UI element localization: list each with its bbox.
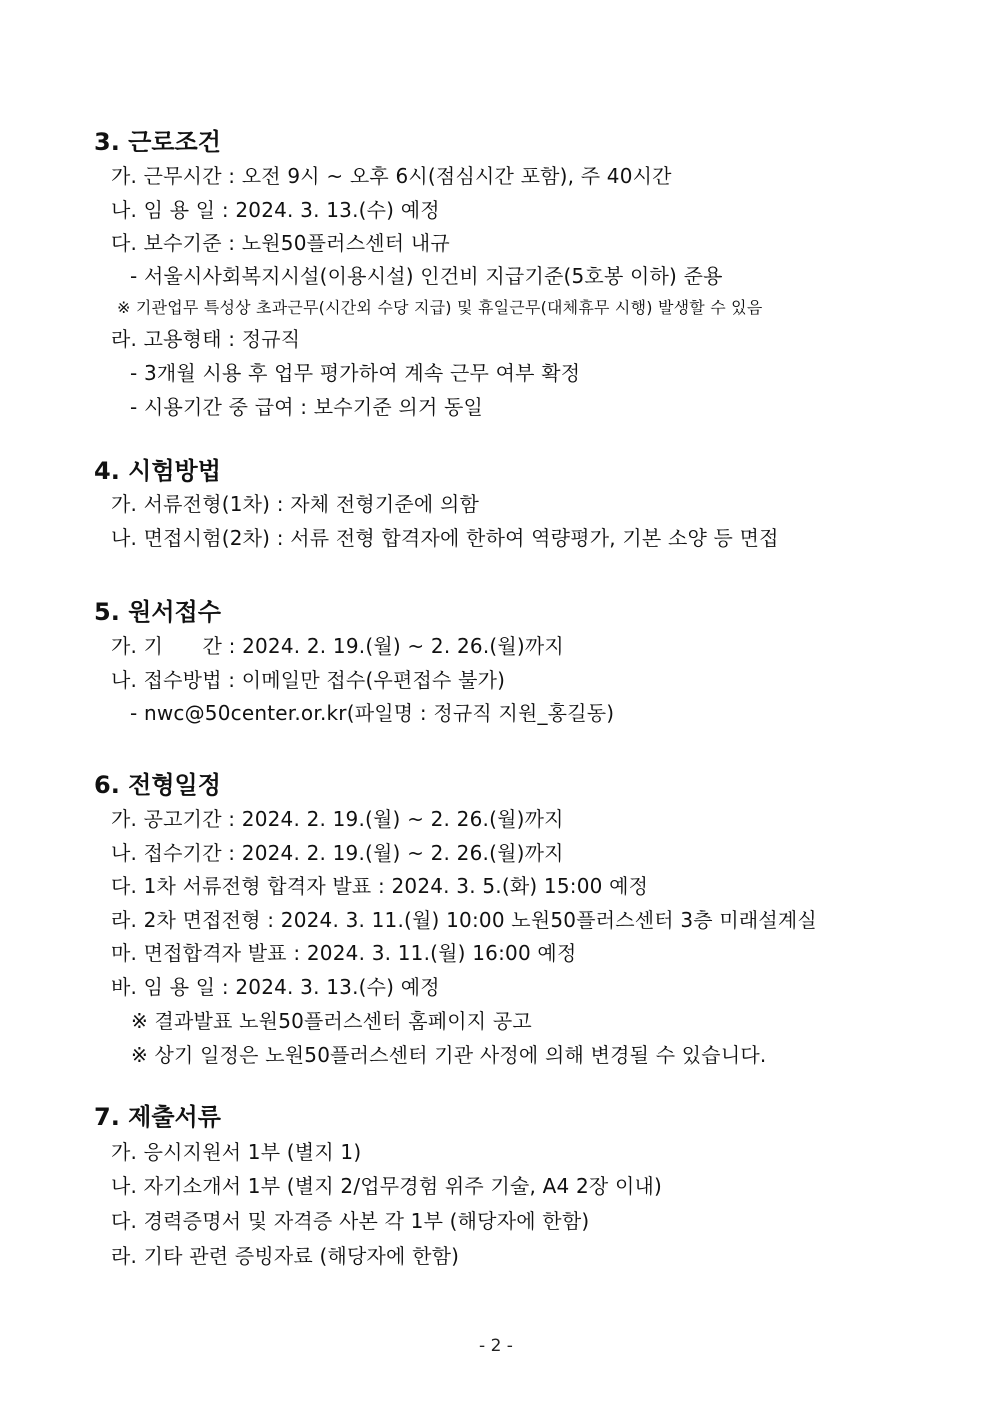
probation-salary-detail: - 시용기간 중 급여 : 보수기준 의거 동일 (130, 395, 484, 419)
appointment-date-line: 나. 임 용 일 : 2024. 3. 13.(수) 예정 (111, 198, 440, 222)
salary-standard-detail: - 서울시사회복지시설(이용시설) 인건비 지급기준(5호봉 이하) 준용 (130, 264, 723, 288)
section-title-application: 5. 원서접수 (94, 598, 221, 626)
salary-standard-line: 다. 보수기준 : 노원50플러스센터 내규 (111, 231, 450, 255)
final-result-line: 마. 면접합격자 발표 : 2024. 3. 11.(월) 16:00 예정 (111, 941, 577, 965)
working-hours-line: 가. 근무시간 : 오전 9시 ~ 오후 6시(점심시간 포함), 주 40시간 (111, 164, 672, 188)
schedule-change-note: ※ 상기 일정은 노원50플러스센터 기관 사정에 의해 변경될 수 있습니다. (131, 1043, 767, 1067)
receipt-period-line: 나. 접수기간 : 2024. 2. 19.(월) ~ 2. 26.(월)까지 (111, 841, 564, 865)
section-title-schedule: 6. 전형일정 (94, 771, 221, 799)
section-title-documents: 7. 제출서류 (94, 1103, 221, 1131)
application-form-line: 가. 응시지원서 1부 (별지 1) (111, 1140, 362, 1164)
application-email-line[interactable]: - nwc@50center.or.kr(파일명 : 정규직 지원_홍길동) (130, 701, 615, 725)
section-title-working-conditions: 3. 근로조건 (94, 128, 221, 156)
page-number: - 2 - (479, 1336, 513, 1356)
application-period-line: 가. 기 간 : 2024. 2. 19.(월) ~ 2. 26.(월)까지 (111, 634, 564, 658)
probation-detail: - 3개월 시용 후 업무 평가하여 계속 근무 여부 확정 (130, 361, 581, 385)
employment-type-line: 라. 고용형태 : 정규직 (111, 327, 301, 351)
document-screening-line: 가. 서류전형(1차) : 자체 전형기준에 의함 (111, 492, 480, 516)
interview-line: 나. 면접시험(2차) : 서류 전형 합격자에 한하여 역량평가, 기본 소양 등 면접 (111, 526, 779, 550)
notice-period-line: 가. 공고기간 : 2024. 2. 19.(월) ~ 2. 26.(월)까지 (111, 807, 564, 831)
application-method-line: 나. 접수방법 : 이메일만 접수(우편접수 불가) (111, 668, 506, 692)
other-evidence-line: 라. 기타 관련 증빙자료 (해당자에 한함) (111, 1244, 460, 1268)
appointment-date-line-2: 바. 임 용 일 : 2024. 3. 13.(수) 예정 (111, 975, 440, 999)
section-title-exam-method: 4. 시험방법 (94, 457, 221, 485)
result-announcement-note: ※ 결과발표 노원50플러스센터 홈페이지 공고 (131, 1009, 532, 1033)
career-certificate-line: 다. 경력증명서 및 자격증 사본 각 1부 (해당자에 한함) (111, 1209, 590, 1233)
first-result-line: 다. 1차 서류전형 합격자 발표 : 2024. 3. 5.(화) 15:00 예정 (111, 874, 649, 898)
interview-schedule-line: 라. 2차 면접전형 : 2024. 3. 11.(월) 10:00 노원50플러스센터 3층 미래설계실 (111, 908, 817, 932)
overtime-note: ※ 기관업무 특성상 초과근무(시간외 수당 지급) 및 휴일근무(대체휴무 시행) 발생할 수 있음 (117, 298, 763, 317)
self-introduction-line: 나. 자기소개서 1부 (별지 2/업무경험 위주 기술, A4 2장 이내) (111, 1174, 663, 1198)
